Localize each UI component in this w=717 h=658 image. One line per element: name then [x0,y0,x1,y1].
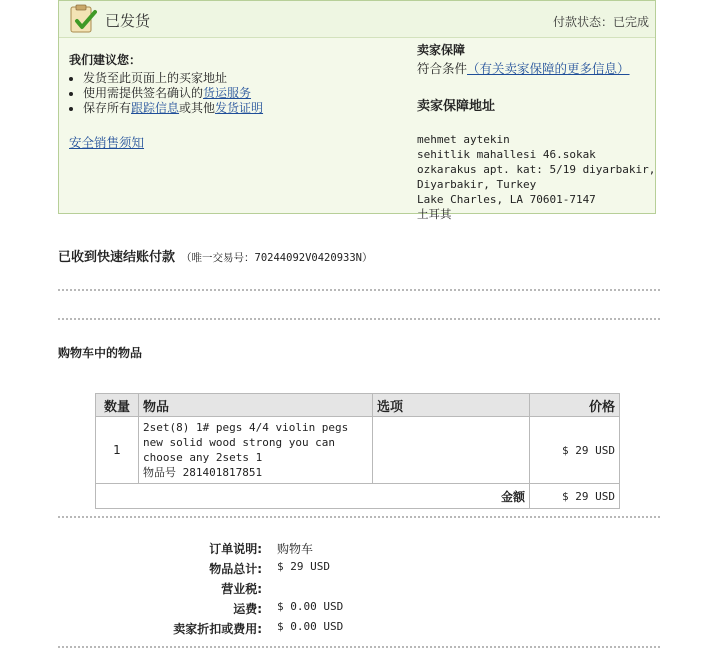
summary-row [58,600,458,620]
item-header: 物品 [139,394,373,417]
shipping-proof-link[interactable]: 发货证明 [215,101,264,115]
seller-protection-section [417,41,657,222]
order-note-value: 购物车 [277,542,314,556]
safe-selling-link[interactable]: 安全销售须知 [69,135,145,150]
suggestions-section [69,51,399,116]
suggestion-item: • 保存所有跟踪信息或其他发货证明 [83,101,399,116]
address-line: Diyarbakir, Turkey [417,178,537,191]
cart-title: 购物车中的物品 [58,346,143,360]
dotted-divider [58,646,660,648]
suggestions-list [69,71,399,116]
seller-discount-value: $ 0.00 USD [277,620,344,633]
summary-row [58,540,458,560]
summary-row [58,560,458,580]
total-row [96,484,620,509]
tracking-info-link[interactable]: 跟踪信息 [131,101,180,115]
shipped-title: 已发货 [105,12,151,30]
order-summary [58,540,458,640]
table-row [96,417,620,484]
dotted-divider [58,289,660,291]
protection-address [417,132,657,222]
sales-tax-label: 营业税: [221,582,262,596]
item-cell [139,417,373,484]
payment-status: 付款状态：已完成 [552,15,649,29]
total-label: 金额 [96,484,530,509]
item-options [373,417,530,484]
item-qty: 1 [96,417,139,484]
shipped-header [59,1,655,38]
shipped-panel [58,0,656,221]
cart-table [95,393,620,509]
address-line: Lake Charles, LA 70601-7147 [417,193,596,206]
items-total-label: 物品总计: [209,562,262,576]
payment-received-title: 已收到快速结账付款 [58,250,176,265]
address-line: 土耳其 [417,207,452,221]
cart-header-row [96,394,620,417]
dotted-divider [58,516,660,518]
address-line: ozkarakus apt. kat: 5/19 diyarbakir, [417,163,656,176]
dotted-divider [58,318,660,320]
seller-protection-more-link[interactable]: （有关卖家保障的更多信息） [467,61,630,76]
summary-row [58,620,458,640]
order-note-label: 订单说明: [209,542,262,556]
qty-header: 数量 [96,394,139,417]
seller-discount-label: 卖家折扣或费用: [173,622,262,636]
shipping-label: 运费: [233,602,262,616]
payment-received-heading [58,246,372,265]
shipping-service-link[interactable]: 货运服务 [203,86,252,100]
address-line: mehmet aytekin [417,133,510,146]
seller-protection-title: 卖家保障 [417,43,466,57]
shipping-value: $ 0.00 USD [277,600,344,613]
transaction-id: （唯一交易号：70244092V0420933N） [181,252,373,264]
seller-protection-status-line [417,59,657,77]
clipboard-check-icon [69,4,97,34]
total-value: $ 29 USD [530,484,620,509]
item-price: $ 29 USD [530,417,620,484]
suggestion-item: • 发货至此页面上的买家地址 [83,71,399,86]
protection-address-title: 卖家保障地址 [417,99,496,114]
suggestions-title: 我们建议您： [69,53,142,67]
item-number: 物品号 281401817851 [143,466,263,479]
options-header: 选项 [373,394,530,417]
item-description: 2set(8) 1# pegs 4/4 violin pegs new solid wood strong you can choose any 2sets 1 [143,421,349,464]
seller-protection-status: 符合条件 [417,61,468,76]
items-total-value: $ 29 USD [277,560,330,573]
suggestion-item: • 使用需提供签名确认的货运服务 [83,86,399,101]
price-header: 价格 [530,394,620,417]
summary-row [58,580,458,600]
address-line: sehitlik mahallesi 46.sokak [417,148,596,161]
